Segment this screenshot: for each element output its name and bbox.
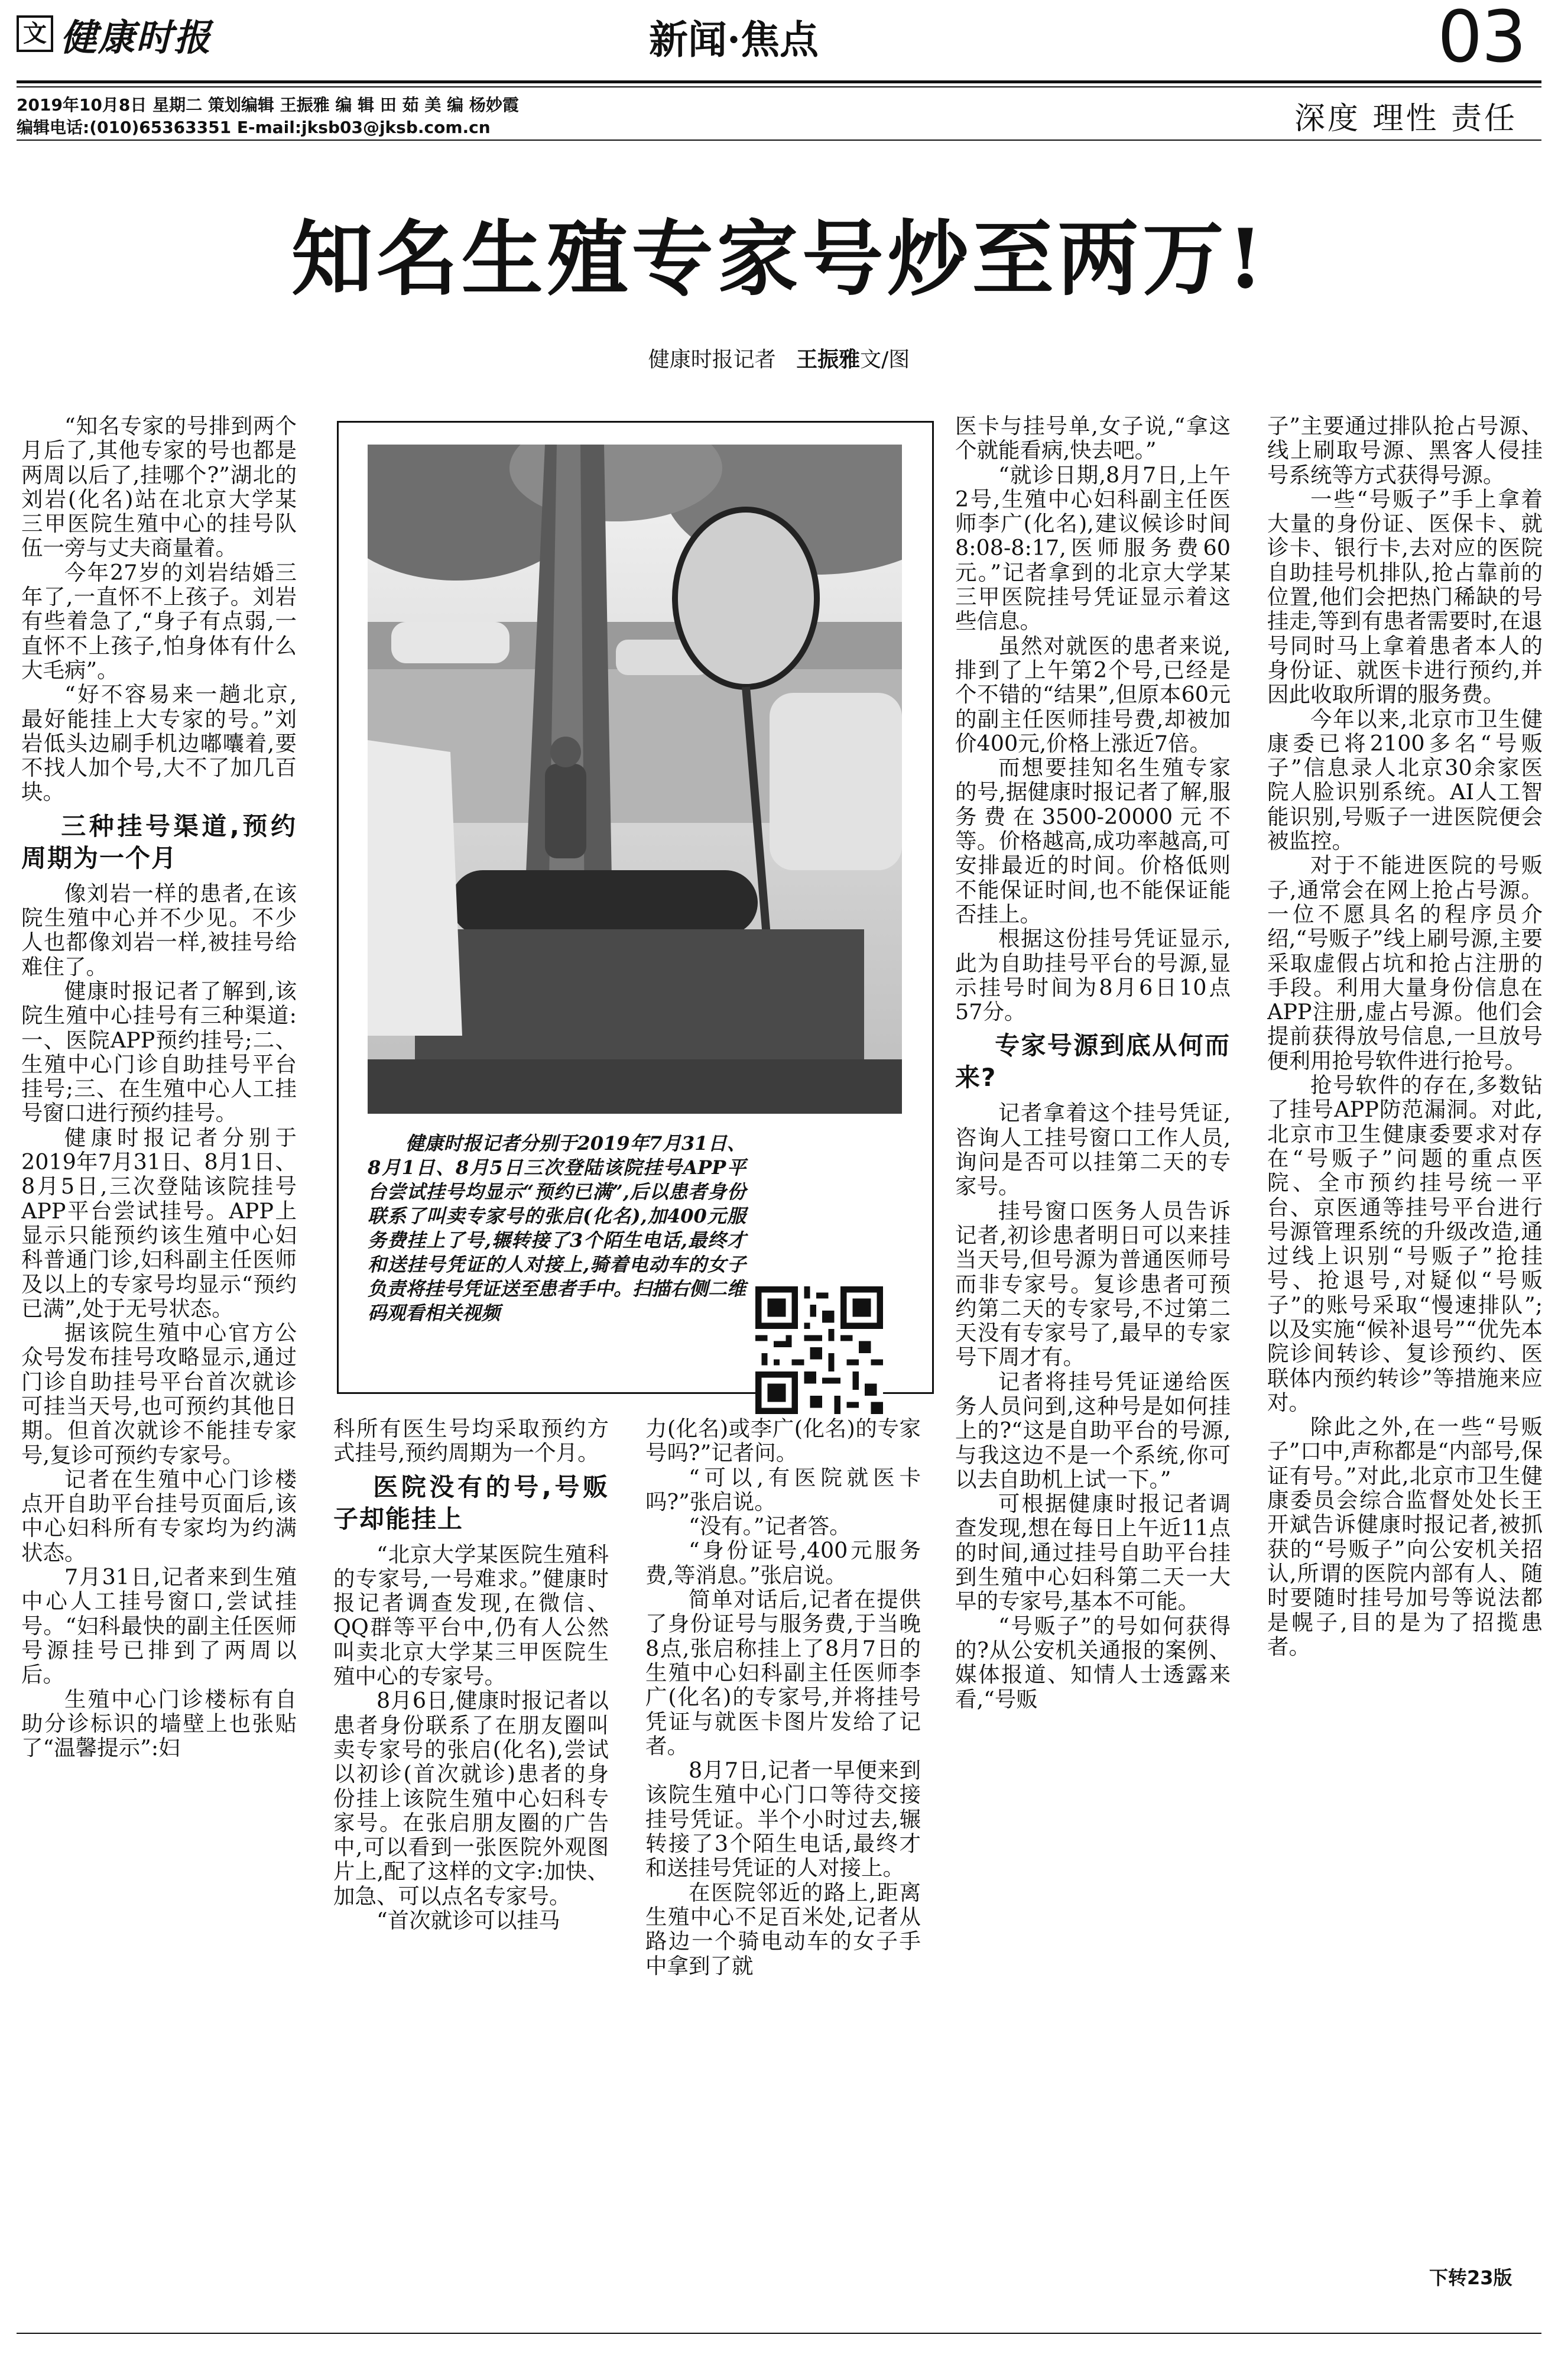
article-column-5 bbox=[1267, 414, 1543, 2264]
paragraph: 对于不能进医院的号贩子,通常会在网上抢占号源。一位不愿具名的程序员介绍,“号贩子”线上刷号源,主要采取虚假占坑和抢占注册的手段。利用大量身份信息在APP注册,虚占号源。他们会提前获得放号信息,一旦放号便利用抢号软件进行抢号。 bbox=[1267, 852, 1543, 1074]
street-photo bbox=[368, 445, 902, 1114]
byline-prefix: 健康时报记者 bbox=[648, 348, 776, 372]
header-rule-thick bbox=[17, 80, 1541, 83]
paragraph: 科所有医生号均采取预约方式挂号,预约周期为一个月。 bbox=[333, 1416, 609, 1466]
section-title: 新闻·焦点 bbox=[649, 17, 819, 63]
byline-author: 王振雅 bbox=[796, 348, 861, 372]
paragraph: 今年27岁的刘岩结婚三年了,一直怀不上孩子。刘岩有些着急了,“身子有点弱,一直怀不上孩子,怕身体有什么大毛病”。 bbox=[21, 559, 297, 683]
subheading: 三种挂号渠道,预约周期为一个月 bbox=[21, 811, 297, 873]
paragraph: 而想要挂知名生殖专家的号,据健康时报记者了解,服务费在3500-20000元不等。价格越高,成功率越高,可安排最近的时间。价格低则不能保证时间,也不能保证能否挂上。 bbox=[955, 755, 1231, 927]
paragraph: 抢号软件的存在,多数钻了挂号APP防范漏洞。对此,北京市卫生健康委要求对存在“号贩子”问题的重点医院、全市预约挂号统一平台、京医通等挂号平台进行号源管理系统的升级改造,通过线上识别“号贩子”抢挂号、抢退号,对疑似“号贩子”的账号采取“慢速排队”;以及实施“候补退号”“优先本院诊间转诊、复诊预约、医联体内预约转诊”等措施来应对。 bbox=[1267, 1072, 1543, 1415]
article-column-4 bbox=[955, 414, 1231, 2282]
photo-caption: 健康时报记者分别于2019年7月31日、8月1日、8月5日三次登陆该院挂号APP平台尝试挂号均显示“预约已满”,后以患者身份联系了叫卖专家号的张启(化名),加400元服务费挂上了号,辗转接了3个陌生电话,最终才和送挂号凭证的人对接上,骑着电动车的女子负责将挂号凭证送至患者手中。扫描右侧二维码观看相关视频 bbox=[368, 1132, 746, 1324]
section-slogan: 深度 理性 责任 bbox=[1294, 101, 1518, 137]
subheading: 医院没有的号,号贩子却能挂上 bbox=[333, 1472, 609, 1533]
paragraph: “北京大学某医院生殖科的专家号,一号难求。”健康时报记者调查发现,在微信、QQ群等平台中,仍有人公然叫卖北京大学某三甲医院生殖中心的专家号。 bbox=[333, 1541, 609, 1690]
paragraph: “可以,有医院就医卡吗?”张启说。 bbox=[645, 1464, 921, 1515]
article-byline bbox=[0, 343, 1558, 373]
article-column-1 bbox=[21, 414, 297, 2282]
paragraph: 在医院邻近的路上,距离生殖中心不足百米处,记者从路边一个骑电动车的女子手中拿到了就 bbox=[645, 1879, 921, 1979]
paragraph: 挂号窗口医务人员告诉记者,初诊患者明日可以来挂当天号,但号源为普通医师号而非专家号。复诊患者可预约第二天的专家号,不过第二天没有专家号了,最早的专家号下周才有。 bbox=[955, 1198, 1231, 1370]
subheading: 专家号源到底从何而来? bbox=[955, 1031, 1231, 1092]
paragraph: “首次就诊可以挂马 bbox=[376, 1908, 560, 1934]
paragraph: 医卡与挂号单,女子说,“拿这个就能看病,快去吧。” bbox=[955, 414, 1231, 463]
paragraph: 一些“号贩子”手上拿着大量的身份证、医保卡、就诊卡、银行卡,去对应的医院自助挂号机排队,抢占靠前的位置,他们会把热门稀缺的号挂走,等到有患者需要时,在退号同时马上拿着患者本人的身份证、就医卡进行预约,并因此收取所谓的服务费。 bbox=[1267, 486, 1543, 708]
footer-rule bbox=[17, 2333, 1541, 2334]
article-column-2 bbox=[333, 1416, 609, 2280]
issue-info: 2019年10月8日 星期二 策划编辑 王振雅 编 辑 田 茹 美 编 杨妙霞 bbox=[17, 95, 519, 115]
qr-code[interactable] bbox=[755, 1286, 883, 1414]
contact-info: 编辑电话:(010)65363351 E-mail:jksb03@jksb.com.cn bbox=[17, 118, 491, 137]
paragraph: 8月7日,记者一早便来到该院生殖中心门口等待交接挂号凭证。半个小时过去,辗转接了3个陌生电话,最终才和送挂号凭证的人对接上。 bbox=[645, 1758, 921, 1881]
paragraph: 记者在生殖中心门诊楼点开自助平台挂号页面后,该中心妇科所有专家均为约满状态。 bbox=[21, 1466, 297, 1565]
paragraph: 简单对话后,记者在提供了身份证号与服务费,于当晚8点,张启称挂上了8月7日的生殖中心妇科副主任医师李广(化名)的专家号,并将挂号凭证与就医卡图片发给了记者。 bbox=[645, 1587, 921, 1759]
paragraph: 可根据健康时报记者调查发现,想在每日上午近11点的时间,通过挂号自助平台挂到生殖中心妇科第二天一大早的专家号,基本不可能。 bbox=[955, 1491, 1231, 1614]
paragraph: “身份证号,400元服务费,等消息。”张启说。 bbox=[645, 1538, 921, 1588]
paragraph: “知名专家的号排到两个月后了,其他专家的号也都是两周以后了,挂哪个?”湖北的刘岩(化名)站在北京大学某三甲医院生殖中心的挂号队伍一旁与丈夫商量着。 bbox=[21, 414, 297, 561]
byline-suffix: 文/图 bbox=[860, 348, 910, 372]
paragraph: “就诊日期,8月7日,上午2号,生殖中心妇科副主任医师李广(化名),建议候诊时间8:08-8:17,医师服务费60元。”记者拿到的北京大学某三甲医院挂号凭证显示着这些信息。 bbox=[955, 462, 1231, 634]
paragraph: 据该院生殖中心官方公众号发布挂号攻略显示,通过门诊自助挂号平台首次就诊可挂当天号,也可预约其他日期。但首次就诊不能挂专家号,复诊可预约专家号。 bbox=[21, 1320, 297, 1468]
paragraph: 力(化名)或李广(化名)的专家号吗?”记者问。 bbox=[645, 1416, 921, 1466]
masthead-bottom-rule bbox=[17, 140, 1541, 141]
paragraph: 7月31日,记者来到生殖中心人工挂号窗口,尝试挂号。“妇科最快的副主任医师号源挂号已排到了两周以后。 bbox=[21, 1564, 297, 1688]
newspaper-logo-mark: 文 bbox=[17, 15, 53, 52]
paragraph: 根据这份挂号凭证显示,此为自助挂号平台的号源,显示挂号时间为8月6日10点57分。 bbox=[955, 926, 1231, 1025]
paragraph: 8月6日,健康时报记者以患者身份联系了在朋友圈叫卖专家号的张启(化名),尝试以初诊(首次就诊)患者的身份挂上该院生殖中心妇科专家号。在张启朋友圈的广告中,可以看到一张医院外观图片上,配了这样的文字:加快、加急、可以点名专家号。 bbox=[333, 1688, 609, 1909]
paragraph: 健康时报记者分别于2019年7月31日、8月1日、8月5日,三次登陆该院挂号APP平台尝试挂号。APP上显示只能预约该生殖中心妇科普通门诊,妇科副主任医师及以上的专家号均显示“预约已满”,处于无号状态。 bbox=[21, 1124, 297, 1321]
header-rule-thin bbox=[17, 86, 1541, 87]
paragraph: “号贩子”的号如何获得的?从公安机关通报的案例、媒体报道、知情人士透露来看,“号贩 bbox=[955, 1613, 1231, 1712]
paragraph: 记者将挂号凭证递给医务人员问到,这种号是如何挂上的?“这是自助平台的号源,与我这边不是一个系统,你可以去自助机上试一下。” bbox=[955, 1369, 1231, 1492]
article-column-3 bbox=[645, 1416, 921, 2280]
article-headline: 知名生殖专家号炒至两万! bbox=[291, 210, 1267, 307]
paragraph: “好不容易来一趟北京,最好能挂上大专家的号。”刘岩低头边刷手机边嘟囔着,要不找人加个号,大不了加几百块。 bbox=[21, 682, 297, 805]
paragraph: 生殖中心门诊楼标有自助分诊标识的墙壁上也张贴了“温馨提示”:妇 bbox=[21, 1686, 297, 1761]
newspaper-name: 健康时报 bbox=[60, 16, 212, 59]
paragraph: 像刘岩一样的患者,在该院生殖中心并不少见。不少人也都像刘岩一样,被挂号给难住了。 bbox=[21, 880, 297, 980]
paragraph: 除此之外,在一些“号贩子”口中,声称都是“内部号,保证有号。”对此,北京市卫生健康委员会综合监督处处长王开斌告诉健康时报记者,被抓获的“号贩子”向公安机关招认,所谓的医院内部有人、随时要随时挂号加号等说法都是幌子,目的是为了招揽患者。 bbox=[1267, 1414, 1543, 1659]
paragraph: 子”主要通过排队抢占号源、线上刷取号源、黑客人侵挂号系统等方式获得号源。 bbox=[1267, 414, 1543, 488]
paragraph: 虽然对就医的患者来说,排到了上午第2个号,已经是个不错的“结果”,但原本60元的副主任医师挂号费,却被加价400元,价格上涨近7倍。 bbox=[955, 633, 1231, 756]
paragraph: 今年以来,北京市卫生健康委已将2100多名“号贩子”信息录人北京30余家医院人脸识别系统。AI人工智能识别,号贩子一进医院便会被监控。 bbox=[1267, 706, 1543, 854]
page-number: 03 bbox=[1437, 0, 1525, 79]
paragraph: 健康时报记者了解到,该院生殖中心挂号有三种渠道:一、医院APP预约挂号;二、生殖中心门诊自助挂号平台挂号;三、在生殖中心人工挂号窗口进行预约挂号。 bbox=[21, 978, 297, 1126]
continued-note: 下转23版 bbox=[1429, 2266, 1512, 2289]
paragraph: 记者拿着这个挂号凭证,咨询人工挂号窗口工作人员,询问是否可以挂第二天的专家号。 bbox=[955, 1100, 1231, 1199]
paragraph: “没有。”记者答。 bbox=[689, 1513, 851, 1539]
